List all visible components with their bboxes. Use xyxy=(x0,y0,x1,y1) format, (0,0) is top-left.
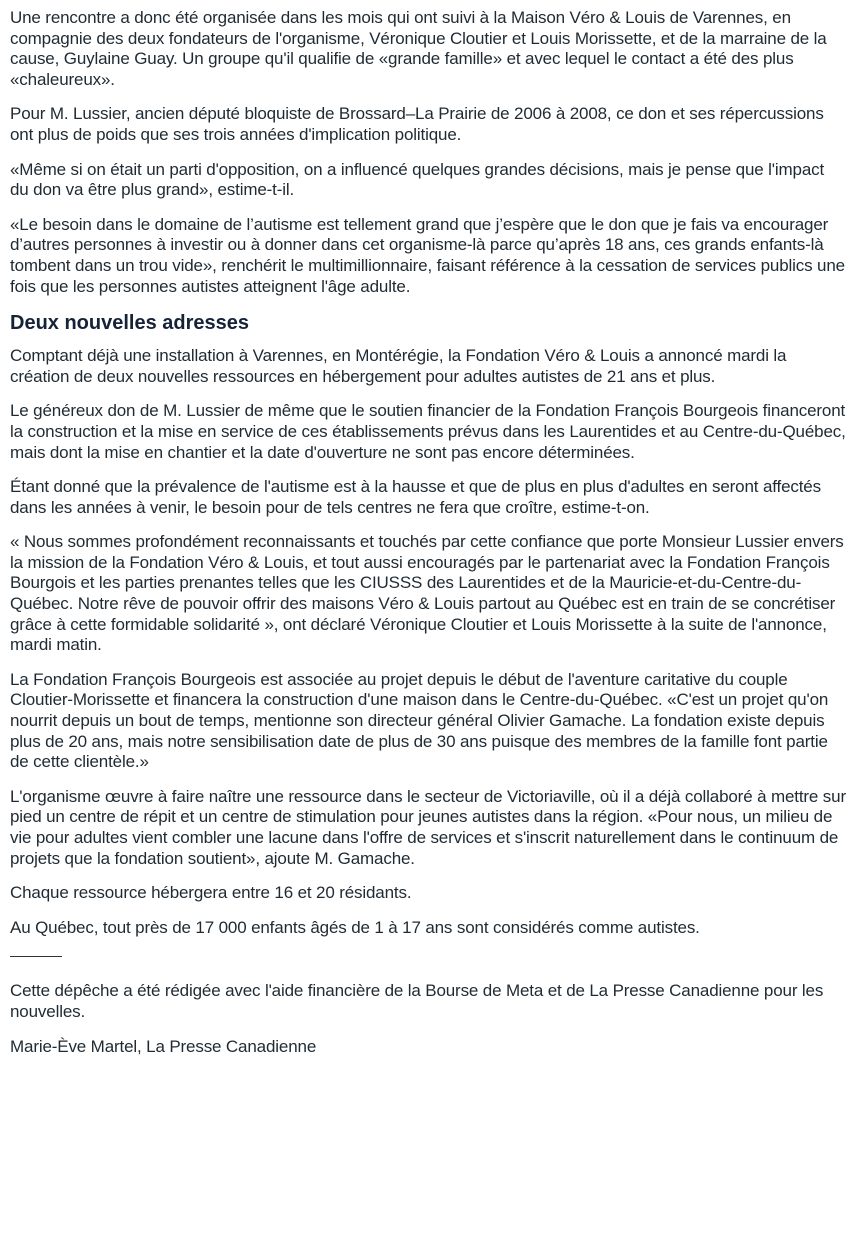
article-paragraph: Étant donné que la prévalence de l'autisme est à la hausse et que de plus en plus d'adultes en seront affectés dans les années à venir, le besoin pour de tels centres ne fera que croître, estime-t-on. xyxy=(10,477,821,517)
article-paragraph: Au Québec, tout près de 17 000 enfants âgés de 1 à 17 ans sont considérés comme autistes. xyxy=(10,917,700,937)
article-paragraph: Le généreux don de M. Lussier de même que le soutien financier de la Fondation François Bourgeois financeront la construction et la mise en service de ces établissements prévus dans les Laurentides et au Centre-du-Québec, mais dont la mise en chantier et la date d'ouverture ne sont pas encore déterminées. xyxy=(10,401,846,462)
article-paragraph: Une rencontre a donc été organisée dans les mois qui ont suivi à la Maison Véro & Louis de Varennes, en compagnie des deux fondateurs de l'organisme, Véronique Cloutier et Louis Morissette, et de la marraine de la cause, Guylaine Guay. Un groupe qu'il qualifie de «grande famille» et avec lequel le contact a été des plus «chaleureux». xyxy=(10,8,827,89)
article-paragraph: «Le besoin dans le domaine de l’autisme est tellement grand que j’espère que le don que je fais va encourager d’autres personnes à investir ou à donner dans cet organisme-là parce qu’après 18 ans, ces grands enfants-là tombent dans un trou vide», renchérit le multimillionnaire, faisant référence à la cessation de services publics une fois que les personnes autistes atteignent l'âge adulte. xyxy=(10,214,845,296)
article-paragraph: L'organisme œuvre à faire naître une ressource dans le secteur de Victoriaville, où il a déjà collaboré à mettre sur pied un centre de répit et un centre de stimulation pour jeunes autistes dans la région. «Pour nous, un milieu de vie pour adultes vient combler une lacune dans l'offre de services et s'inscrit naturellement dans le continuum de projets que la fondation soutient», ajoute M. Gamache. xyxy=(10,786,846,868)
section-heading: Deux nouvelles adresses xyxy=(10,312,250,335)
article-paragraph: « Nous sommes profondément reconnaissants et touchés par cette confiance que porte Monsieur Lussier envers la mission de la Fondation Véro & Louis, et tout aussi encouragés par le partenariat avec la Fondation François Bourgois et les parties prenantes telles que les CIUSSS des Laurentides et de la Mauricie-et-du-Centre-du-Québec. Notre rêve de pouvoir offrir des maisons Véro & Louis partout au Québec est en train de se concrétiser grâce à cette formidable solidarité », ont déclaré Véronique Cloutier et Louis Morissette à la suite de l'annonce, mardi matin. xyxy=(10,532,844,655)
article-paragraph: La Fondation François Bourgeois est associée au projet depuis le début de l'aventure caritative du couple Cloutier-Morissette et financera la construction d'une maison dans le Centre-du-Québec. «C'est un projet qu'on nourrit depuis un bout de temps, mentionne son directeur général Olivier Gamache. La fondation existe depuis plus de 20 ans, mais notre sensibilisation date de plus de 30 ans puisque des membres de la famille font partie de cette clientèle.» xyxy=(10,669,829,772)
article-footnote: Cette dépêche a été rédigée avec l'aide financière de la Bourse de Meta et de La Presse Canadienne pour les nouvelles. xyxy=(10,981,824,1021)
article-paragraph: Pour M. Lussier, ancien député bloquiste de Brossard–La Prairie de 2006 à 2008, ce don et ses répercussions ont plus de poids que ses trois années d'implication politique. xyxy=(10,104,824,144)
article-paragraph: «Même si on était un parti d'opposition, on a influencé quelques grandes décisions, mais je pense que l'impact du don va être plus grand», estime-t-il. xyxy=(10,159,825,200)
article-paragraph: Chaque ressource hébergera entre 16 et 20 résidants. xyxy=(10,883,412,903)
separator-line xyxy=(10,956,62,957)
article-paragraph: Comptant déjà une installation à Varennes, en Montérégie, la Fondation Véro & Louis a annoncé mardi la création de deux nouvelles ressources en hébergement pour adultes autistes de 21 ans et plus. xyxy=(10,346,787,386)
article-byline: Marie-Ève Martel, La Presse Canadienne xyxy=(10,1036,317,1056)
